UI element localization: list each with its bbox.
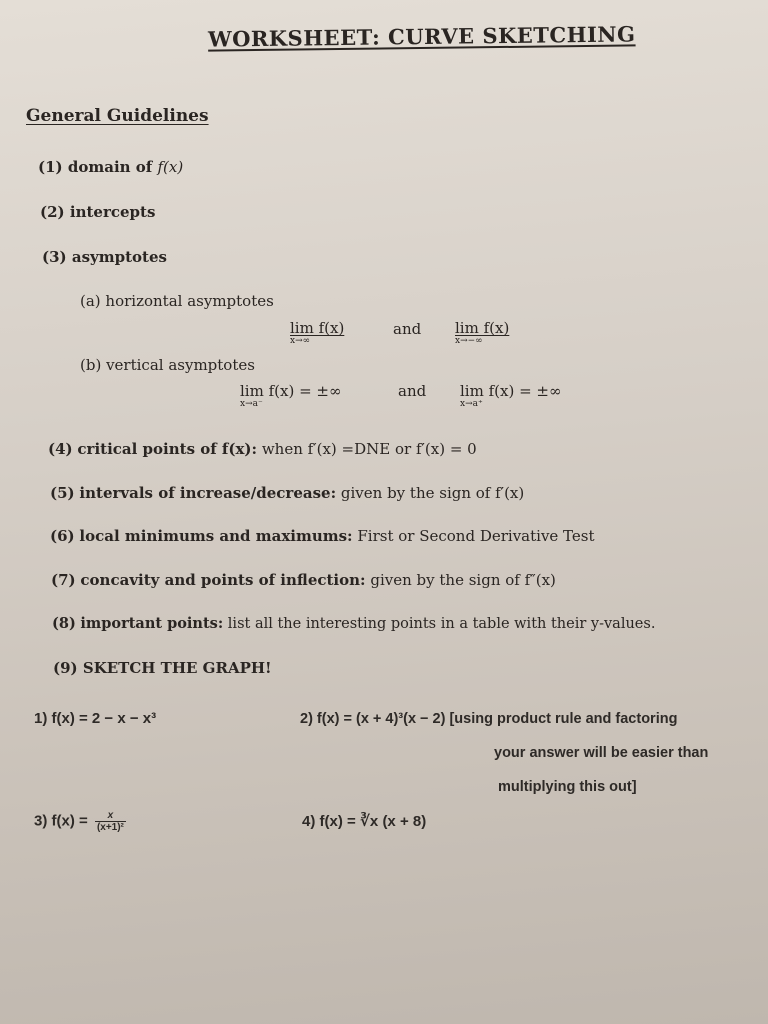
limit-right-a	[460, 381, 562, 409]
problem-3-lead: 3) f(x) =	[34, 812, 88, 830]
limit-neg-infinity	[455, 318, 510, 346]
problem-1: 1) f(x) = 2 − x − x³	[34, 710, 157, 727]
guideline-2-number: (2)	[40, 203, 65, 221]
guideline-4	[48, 440, 477, 458]
guideline-7-number: (7)	[51, 571, 76, 589]
guideline-5-number: (5)	[50, 484, 75, 502]
guideline-5	[50, 484, 524, 502]
guideline-7	[51, 571, 556, 589]
limit-neg-infinity-sub: x→−∞	[455, 336, 483, 346]
problem-3-denominator: (x+1)²	[96, 822, 124, 833]
problem-2-line-2: your answer will be easier than	[494, 745, 709, 761]
guideline-9-number: (9)	[53, 659, 78, 677]
limit-neg-infinity-expr: lim f(x)	[455, 319, 510, 337]
problem-3-numerator: x	[95, 810, 126, 822]
guideline-4-rest: when f′(x) =DNE or f′(x) = 0	[261, 440, 477, 458]
guideline-9-label: SKETCH THE GRAPH!	[82, 659, 272, 677]
guideline-1-number: (1)	[38, 158, 63, 176]
guideline-3-number: (3)	[42, 248, 67, 266]
limit-left-a-expr: lim f(x) = ±∞	[240, 382, 342, 400]
guideline-1-math: f(x)	[157, 158, 184, 176]
problem-3-fraction	[95, 810, 126, 833]
problem-2-line-1: 2) f(x) = (x + 4)³(x − 2) [using product rule and factoring	[300, 711, 678, 727]
and-text-b: and	[398, 382, 427, 400]
guideline-3-label: asymptotes	[71, 248, 167, 266]
horizontal-asymptotes-label: (a) horizontal asymptotes	[80, 292, 274, 310]
guideline-5-rest: given by the sign of f′(x)	[340, 484, 525, 502]
problem-4: 4) f(x) = ∛x (x + 8)	[302, 813, 427, 830]
guideline-3	[42, 248, 167, 266]
limit-pos-infinity-expr: lim f(x)	[290, 319, 345, 337]
limit-left-a	[240, 381, 342, 409]
guideline-6	[50, 527, 595, 545]
limit-right-a-sub: x→a⁺	[460, 399, 483, 409]
guideline-7-label: concavity and points of inflection:	[80, 571, 366, 589]
guideline-2-label: intercepts	[69, 203, 156, 221]
guideline-4-label: critical points of f(x):	[77, 440, 258, 458]
guideline-2	[40, 203, 155, 221]
guideline-8	[52, 615, 655, 632]
guideline-6-number: (6)	[50, 527, 75, 545]
guideline-8-number: (8)	[52, 615, 76, 632]
guideline-8-label: important points:	[80, 615, 224, 632]
guideline-8-rest: list all the interesting points in a table with their y-values.	[227, 616, 656, 632]
limit-pos-infinity	[290, 318, 345, 346]
guideline-9	[53, 659, 272, 677]
limit-right-a-expr: lim f(x) = ±∞	[460, 382, 562, 400]
limit-pos-infinity-sub: x→∞	[290, 336, 311, 346]
guideline-5-label: intervals of increase/decrease:	[79, 484, 337, 502]
limit-left-a-sub: x→a⁻	[240, 399, 263, 409]
section-heading: General Guidelines	[26, 106, 209, 126]
guideline-4-number: (4)	[48, 440, 73, 458]
guideline-1-label: domain of	[67, 158, 153, 176]
problem-3	[34, 810, 126, 833]
vertical-asymptotes-label: (b) vertical asymptotes	[80, 356, 255, 374]
guideline-1	[38, 158, 183, 176]
problem-2-line-3: multiplying this out]	[498, 779, 637, 795]
guideline-7-rest: given by the sign of f″(x)	[370, 571, 556, 589]
and-text-a: and	[393, 320, 422, 338]
guideline-6-rest: First or Second Derivative Test	[357, 527, 595, 545]
guideline-6-label: local minimums and maximums:	[79, 527, 353, 545]
page-title: WORKSHEET: CURVE SKETCHING	[207, 21, 636, 52]
